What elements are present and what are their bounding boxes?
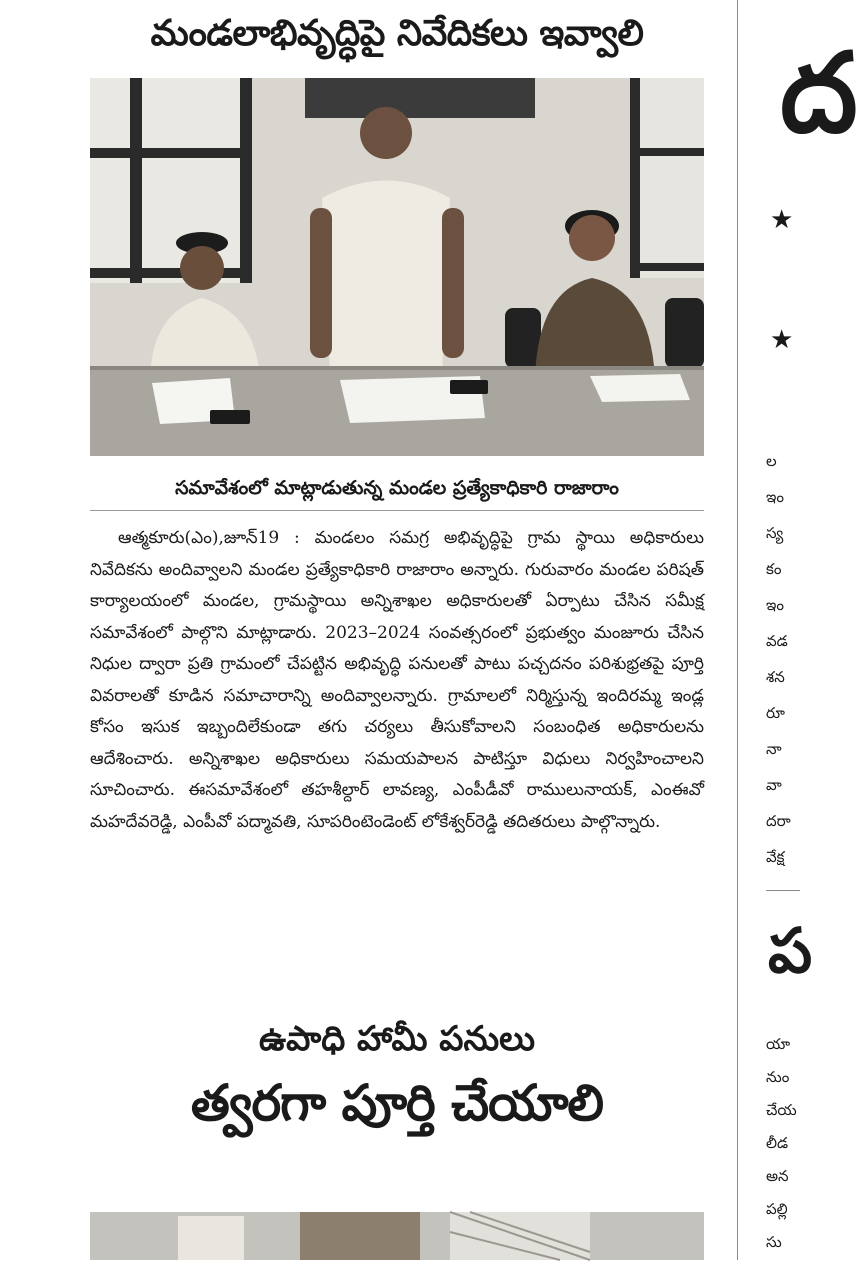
article-headline: మండలాభివృద్ధిపై నివేదికలు ఇవ్వాలి [150,13,644,54]
second-article-kicker: ఉపాధి హామీ పనులు [259,1019,535,1059]
side-text-fragment: రూ [766,704,785,722]
meeting-photo-illustration [90,78,704,456]
side-headline-fragment: ద [780,28,858,157]
second-article-headline: త్వరగా పూర్తి చేయాలి [190,1074,604,1132]
side-text-fragment: నా [766,740,782,758]
side-text-fragment: వడ [766,632,788,650]
second-photo-illustration [90,1212,704,1260]
star-bullet: ★ [770,205,794,235]
photo-caption: సమావేశంలో మాట్లాడుతున్న మండల ప్రత్యేకాధికారి రాజారాం [90,466,704,511]
side-text-fragment: వా [766,776,782,794]
side-text-fragment: కం [766,560,782,578]
article-photo [90,78,704,456]
side-text-fragment: ఇం [766,596,784,614]
side-text-fragment: ల [766,452,777,470]
side-text-fragment: చేయ [766,1101,797,1119]
side-text-fragment: యా [766,1035,791,1053]
side-rule [766,890,800,891]
side-text-fragment: ఇం [766,488,784,506]
star-bullet: ★ [770,325,794,355]
side-text-fragment: సు [766,1233,782,1251]
side-text-fragment: వేక్ష [766,848,785,866]
side-text-fragment: అన [766,1167,789,1185]
side-text-fragment: నుం [766,1068,790,1086]
side-headline-fragment-2: ప [768,914,813,987]
side-text-fragment: లీడ [766,1134,789,1152]
second-article-photo [90,1212,704,1260]
side-text-fragment: పల్లి [766,1200,788,1218]
article-body: ఆత్మకూరు(ఎం),జూన్19 : మండలం సమగ్ర అభివృద్ధిపై గ్రామ స్థాయి అధికారులు నివేదికను అందివ్వాలని మండల ప్రత్యేకాధికారి రాజారాం అన్నారు. గురువారం మండల పరిషత్ కార్యాలయంలో మండల, గ్రామస్థాయి అన్నిశాఖల అధికారులతో ఏర్పాటు చేసిన సమీక్ష సమావేశంలో పాల్గొని మాట్లాడారు. 2023–2024 సంవత్సరంలో ప్రభుత్వం మంజూరు చేసిన నిధుల ద్వారా ప్రతి గ్రామంలో చేపట్టిన అభివృద్ధి పనులతో పాటు పచ్చదనం పరిశుభ్రతపై పూర్తి వివరాలతో కూడిన సమాచారాన్ని అందివ్వాలన్నారు. గ్రామాలలో నిర్మిస్తున్న ఇందిరమ్మ ఇండ్ల కోసం ఇసుక ఇబ్బందిలేకుండా తగు చర్యలు తీసుకోవాలని సంబంధిత అధికారులను ఆదేశించారు. అన్నిశాఖల అధికారులు సమయపాలన పాటిస్తూ విధులు నిర్వహించాలని సూచించారు. ఈసమావేశంలో తహశీల్దార్ లావణ్య, ఎంపీడీవో రాములునాయక్, ఎంఈవో మహదేవరెడ్డి, ఎంపీవో పద్మావతి, సూపరింటెండెంట్ లోకేశ్వర్‌రెడ్డి తదితరులు పాల్గొన్నారు. [90,528,704,832]
main-column [90,0,704,1143]
side-text-fragment: స్య [766,524,784,542]
side-text-fragment: శన [766,668,785,686]
adjacent-column-fragment [758,0,858,1260]
column-divider [737,0,738,1260]
side-text-fragment: దరా [766,812,791,830]
